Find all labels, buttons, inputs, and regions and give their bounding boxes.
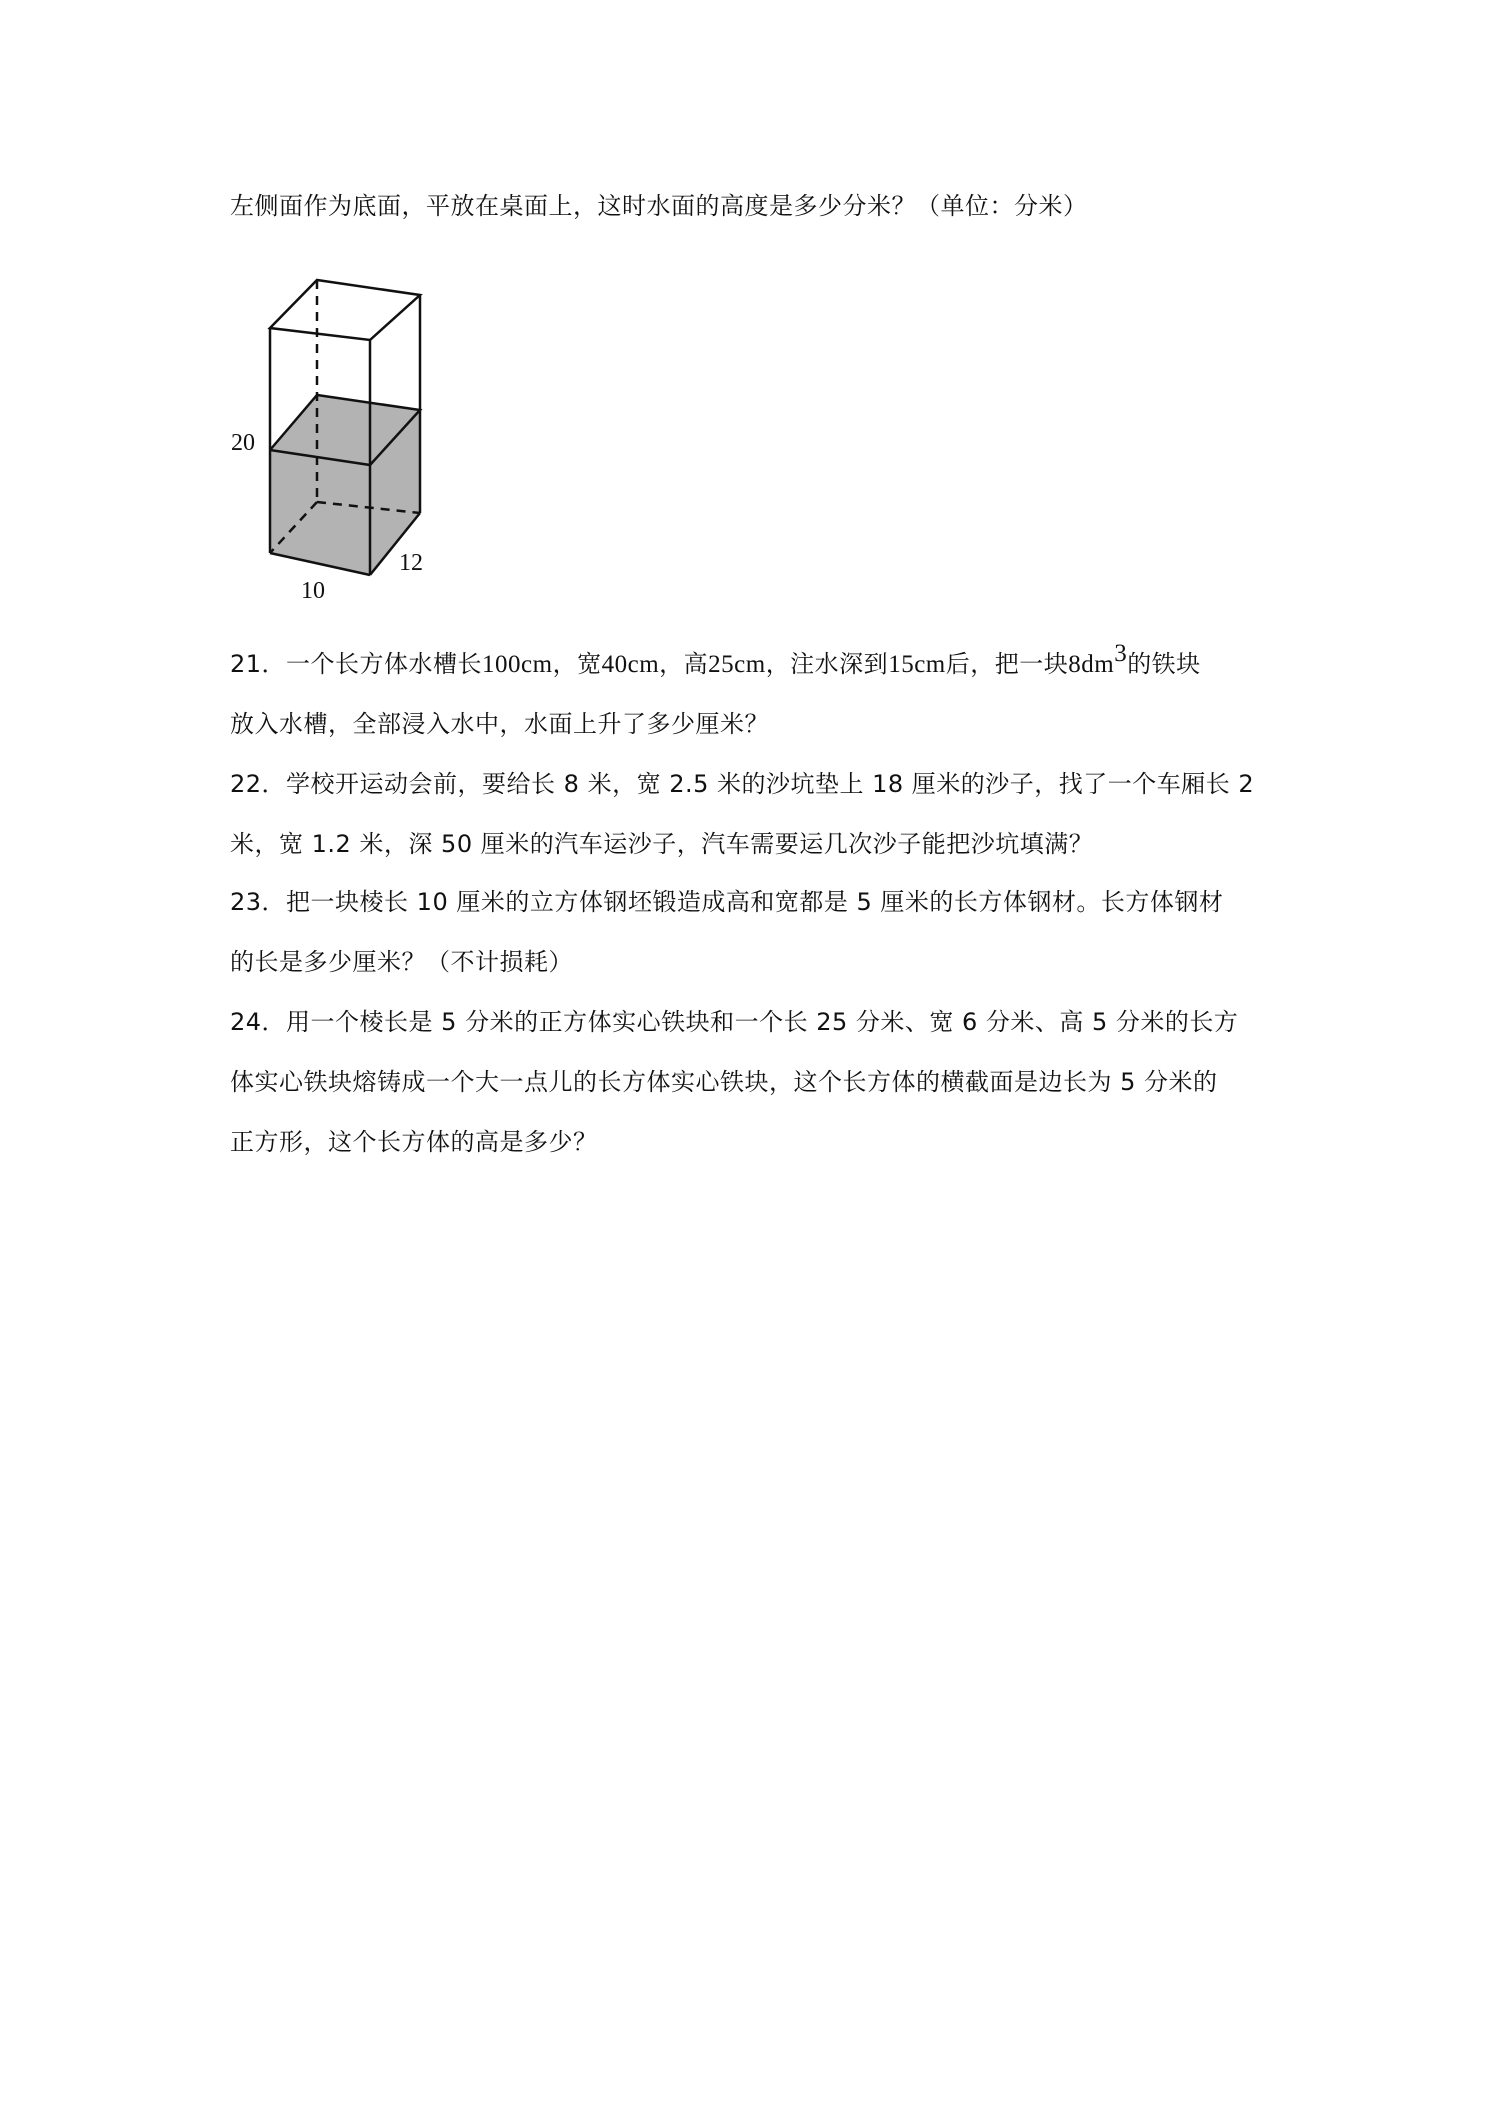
q22-number: 22．	[230, 770, 287, 798]
q24-line1: 24．用一个棱长是 5 分米的正方体实心铁块和一个长 25 分米、宽 6 分米、高 5 分米的长方	[230, 1008, 1239, 1036]
width-label: 12	[399, 550, 423, 576]
q24-line2: 体实心铁块熔铸成一个大一点儿的长方体实心铁块，这个长方体的横截面是边长为 5 分米的	[230, 1068, 1218, 1096]
top-face-outline	[270, 280, 420, 340]
height-label: 20	[231, 430, 255, 456]
q22-line1: 22．学校开运动会前，要给长 8 米，宽 2.5 米的沙坑垫上 18 厘米的沙子，找了一个车厢长 2	[230, 770, 1255, 798]
water-tank-figure	[225, 270, 455, 605]
q23-line2: 的长是多少厘米？（不计损耗）	[230, 948, 573, 976]
q24-number: 24．	[230, 1008, 287, 1036]
cuboid-diagram	[225, 270, 455, 605]
q23-number: 23．	[230, 888, 287, 916]
q24-line3: 正方形，这个长方体的高是多少？	[230, 1128, 598, 1156]
q22-line2: 米，宽 1.2 米，深 50 厘米的汽车运沙子，汽车需要运几次沙子能把沙坑填满？	[230, 830, 1094, 858]
q21-line2: 放入水槽，全部浸入水中，水面上升了多少厘米？	[230, 710, 769, 738]
q21-line1: 21．一个长方体水槽长100cm，宽40cm，高25cm，注水深到15cm后，把一块$8dm^3$的铁块	[230, 640, 1201, 678]
intro-question-text: 左侧面作为底面，平放在桌面上，这时水面的高度是多少分米？（单位：分米）	[230, 192, 1088, 220]
q23-line1: 23．把一块棱长 10 厘米的立方体钢坯锻造成高和宽都是 5 厘米的长方体钢材。长方体钢材	[230, 888, 1224, 916]
q21-number: 21．	[230, 650, 287, 678]
length-label: 10	[301, 578, 325, 604]
